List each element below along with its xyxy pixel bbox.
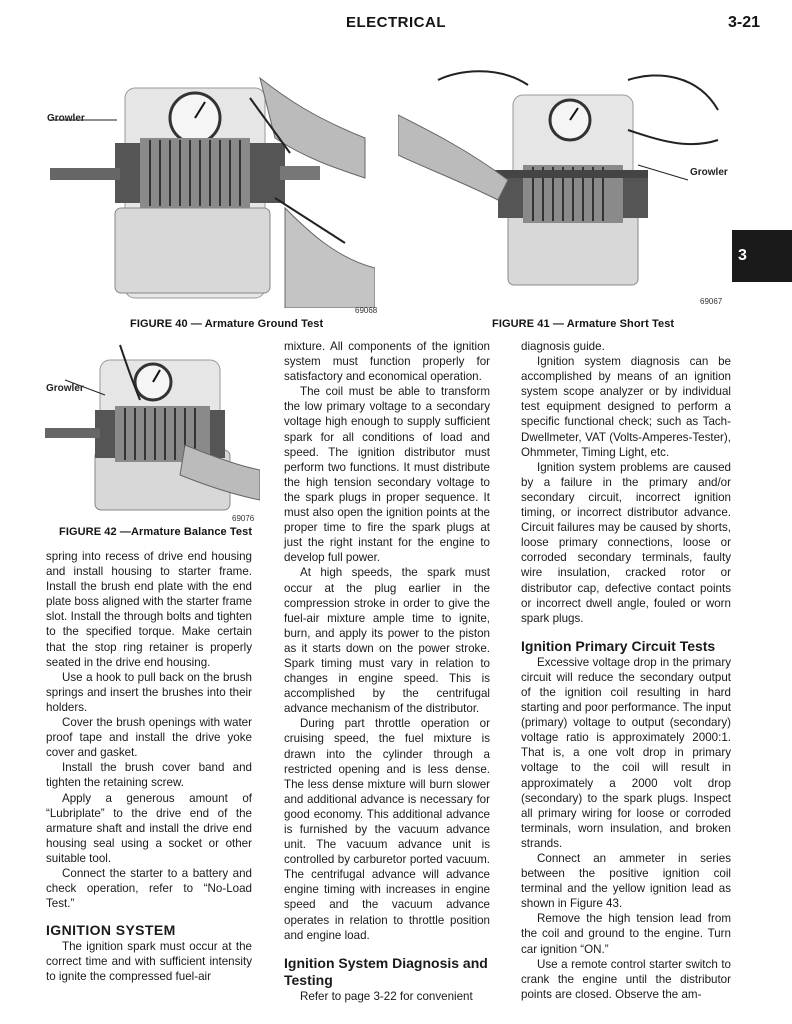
page-number: 3-21 <box>727 14 760 31</box>
col3-paragraph-5: Connect an ammeter in series between the positive ignition coil terminal and the yellow ignition lead as shown in Figure 43. <box>521 852 731 911</box>
figure-41-photo <box>398 70 728 295</box>
text-column-3 <box>521 339 731 1002</box>
fig40-photo-number: 69068 <box>355 306 378 315</box>
col3-paragraph-6: Remove the high tension lead from the coil and ground to the engine. Turn car ignition “ON.” <box>521 912 731 956</box>
section-tab: 3 <box>732 230 792 282</box>
text-column-2 <box>284 339 490 1004</box>
col2-paragraph-5: Refer to page 3-22 for convenient <box>300 989 473 1003</box>
fig40-callout-growler: Growler <box>47 113 85 124</box>
col3-paragraph-3: Ignition system problems are caused by a failure in the primary and/or secondary circuit, incorrect ignition timing, or incorrect distributor advance. Circuit failures may be caused by shorts, loose primary connections, loose or corroded secondary terminals, faulty wire insulation, cracked rotor or distributor cap, defective contact points or incorrect dwell angle, fouled or worn spark plugs. <box>521 460 731 625</box>
fig42-photo-number: 69076 <box>232 514 255 523</box>
col1-paragraph-1: spring into recess of drive end housing and install housing to starter frame. Install the brush end plate with the end plate boss aligned with the starter frame slot. Install the through bolts and tighten to the specified torque. Make certain that the stop ring retainer is properly seated in the drive end housing. <box>46 550 252 669</box>
text-column-1 <box>46 549 252 985</box>
fig40-caption: FIGURE 40 — Armature Ground Test <box>130 318 324 330</box>
armature-balance-test-illustration <box>45 340 260 515</box>
col1-paragraph-5: Apply a generous amount of “Lubriplate” to the drive end of the armature shaft and install the drive end housing seal using a socket or other suitable tool. <box>46 791 252 865</box>
col1-paragraph-6: Connect the starter to a battery and check operation, refer to “No-Load Test.” <box>46 866 252 911</box>
fig41-photo-number: 69067 <box>700 297 723 306</box>
col1-paragraph-3: Cover the brush openings with water proof tape and install the drive yoke cover and gasket. <box>46 716 252 760</box>
col2-paragraph-1: mixture. All components of the ignition system must function properly for satisfactory and economical operation. <box>284 340 490 384</box>
armature-short-test-illustration <box>398 70 728 295</box>
col3-paragraph-2: Ignition system diagnosis can be accomplished by means of an ignition system scope analyzer or by individual test equipment designed to perform a specific functional check; such as Tach-Dwellmeter, VAT (Volts-Amperes-Tester), Ohmmeter, Timing Light, etc. <box>521 355 731 459</box>
col1-paragraph-7: The ignition spark must occur at the correct time and with sufficient intensity to ignite the compressed fuel-air <box>46 940 252 984</box>
col2-paragraph-3: At high speeds, the spark must occur at the plug earlier in the compression stroke in order to give the fuel-air mixture ample time to ignite, burn, and apply its power to the piston as it starts down on the power stroke. Spark timing must vary in relation to changes in engine speed. This is accomplished by the centrifugal advance mechanism of the distributor. <box>284 566 490 716</box>
fig41-caption: FIGURE 41 — Armature Short Test <box>492 318 675 330</box>
col3-paragraph-4: Excessive voltage drop in the primary circuit will reduce the secondary output of the ignition coil resulting in hard starting and poor performance. The input (primary) voltage to output (secondary) voltage ratio is approximately 2000:1. That is, a one volt drop in primary voltage to the coil will result in approximately a 2000 volt drop (secondary) to the spark plugs. Inspect all primary wiring for loose or corroded terminals, worn insulation, and broken strands. <box>521 655 731 850</box>
fig41-callout-growler: Growler <box>690 167 728 178</box>
running-header-title: ELECTRICAL <box>346 14 446 31</box>
subheading-ignition-system-diagnosis: Ignition System Diagnosis and Testing <box>284 954 488 988</box>
fig42-callout-growler: Growler <box>46 383 84 394</box>
col1-paragraph-2: Use a hook to pull back on the brush springs and insert the brushes into their holders. <box>46 670 252 714</box>
armature-ground-test-illustration <box>45 58 375 308</box>
figure-42-photo <box>45 340 260 515</box>
fig42-caption: FIGURE 42 —Armature Balance Test <box>59 526 253 538</box>
col3-paragraph-7: Use a remote control starter switch to crank the engine until the distributor points are closed. Observe the am- <box>521 957 731 1001</box>
subheading-ignition-primary-circuit-tests: Ignition Primary Circuit Tests <box>521 637 716 654</box>
col2-paragraph-4: During part throttle operation or cruising speed, the fuel mixture is drawn into the cylinder through a restricted opening and is less dense. The less dense mixture will burn slower and additional advance is necessary for good economy. This additional advance is furnished by the vacuum advance unit. The vacuum advance unit is controlled by carburetor ported vacuum. The centrifugal advance will advance engine timing with increases in engine speed and the vacuum advance operates in relation to throttle position and engine load. <box>284 717 490 942</box>
col2-paragraph-2: The coil must be able to transform the low primary voltage to a secondary voltage high enough to supply sufficient spark for all conditions of load and speed. The ignition distributor must perform two functions. It must distribute the high tension secondary voltage to the spark plugs in proper sequence. It must also open the ignition points at the proper time to fire the spark plugs at just the right instant for the engine to develop full power. <box>284 385 490 565</box>
section-heading-ignition-system: IGNITION SYSTEM <box>46 922 176 939</box>
col3-paragraph-1: diagnosis guide. <box>521 340 605 353</box>
col1-paragraph-4: Install the brush cover band and tighten the retaining screw. <box>46 761 252 790</box>
figure-40-photo <box>45 58 375 308</box>
